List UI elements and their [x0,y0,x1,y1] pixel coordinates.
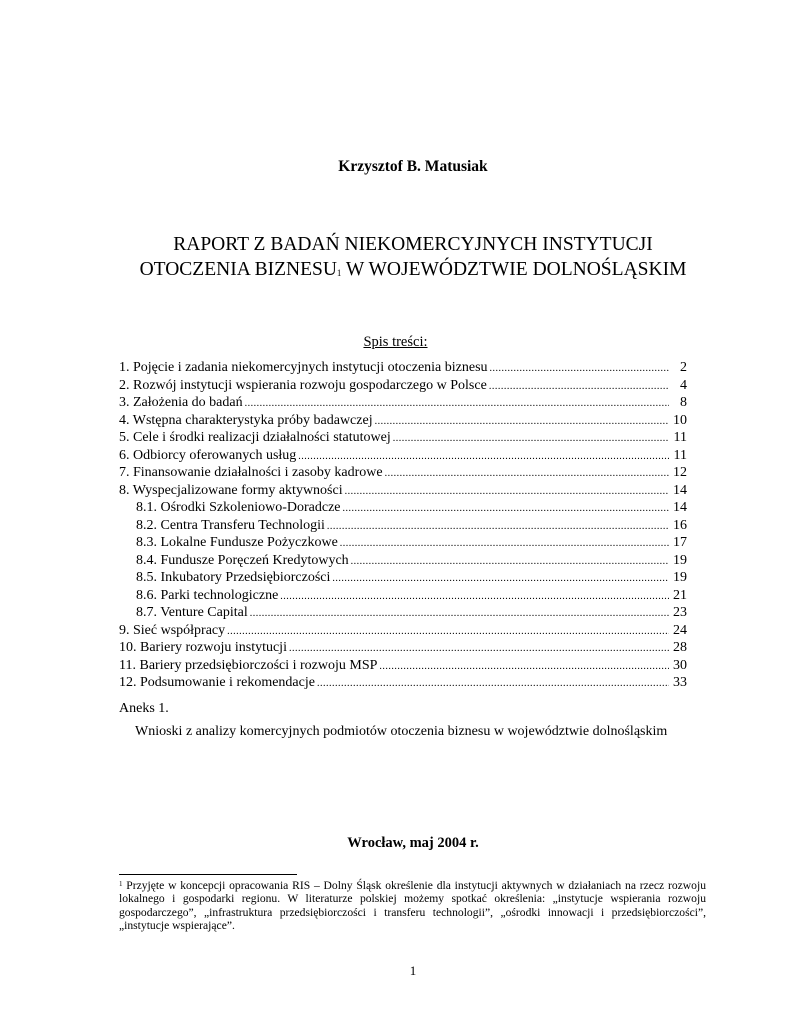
toc-entry-label: 8. Wyspecjalizowane formy aktywności [119,482,343,498]
toc-entry-label: 11. Bariery przedsiębiorczości i rozwoju MSP [119,657,378,673]
toc-dot-leader [385,465,669,482]
toc-entry-page: 8 [680,395,687,410]
toc-entry [119,587,687,605]
toc-dot-leader [340,535,669,552]
toc-entry-page: 21 [673,587,687,603]
toc-entry [119,447,687,465]
toc-dot-leader [245,395,669,412]
toc-entry-label: 8.3. Lokalne Fundusze Pożyczkowe [136,535,338,550]
toc-dot-leader [298,448,669,465]
toc-entry-label: 9. Sieć współpracy [119,622,226,638]
toc-entry-page: 12 [673,465,687,480]
toc-entry-label: 7. Finansowanie działalności i zasoby kadrowe [119,465,383,480]
annex-title: Aneks 1. [119,701,169,716]
toc-entry-page: 14 [673,500,687,515]
page-number: 1 [409,963,417,978]
toc-entry-label: 2. Rozwój instytucji wspierania rozwoju gospodarczego w Polsce [119,377,487,393]
toc-entry-page: 33 [673,675,687,690]
toc-dot-leader [489,378,669,395]
toc-entry-page: 17 [673,535,687,550]
toc-entry-page: 10 [673,412,687,428]
toc-entry-page: 23 [673,605,687,620]
toc-entry-label: 8.2. Centra Transferu Technologii [136,517,325,533]
footnote-text: Przyjęte w koncepcji opracowania RIS – Dolny Śląsk określenie dla instytucji aktywnych w działaniach na rzecz rozwoju lokalnego i gospodarki regionu. W literaturze polskiej możemy spotkać określenia: „instytucje wspierania rozwoju gospodarczego”, „infrastruktura przedsiębiorczości i transferu technologii”, „ośrodki innowacji i przedsiębiorczości”, „instytucje wspierające”. [119,879,706,933]
toc-dot-leader [351,553,669,570]
toc-entry-page: 24 [673,622,687,638]
toc-dot-leader [393,430,669,447]
toc-entry-label: 8.1. Ośrodki Szkoleniowo-Doradcze [136,500,341,515]
toc-entry-label: 8.5. Inkubatory Przedsiębiorczości [136,570,331,585]
toc-entry-page: 30 [673,657,687,673]
toc-entry [119,464,687,482]
toc-entry [119,534,687,552]
toc-dot-leader [345,483,669,500]
toc-entry-label: 10. Bariery rozwoju instytucji [119,640,287,655]
toc-entry [119,429,687,447]
toc-entry [119,569,687,587]
toc-entry [119,377,687,395]
toc-entry [119,394,687,412]
toc-entry-page: 28 [673,640,687,655]
toc-entry-label: 3. Założenia do badań [119,395,243,410]
title-line-2-start: OTOCZENIA BIZNESU [139,259,337,280]
toc-entry-label: 6. Odbiorcy oferowanych usług [119,447,297,463]
toc-dot-leader [490,360,669,377]
toc-dot-leader [289,640,669,657]
toc-entry-label: 5. Cele i środki realizacji działalności statutowej [119,430,391,445]
toc-dot-leader [375,413,669,430]
toc-dot-leader [250,605,669,622]
toc-entry-page: 4 [680,377,687,393]
annex-description: Wnioski z analizy komercyjnych podmiotów otoczenia biznesu w województwie dolnośląskim [135,724,668,739]
toc-entry-label: 8.6. Parki technologiczne [136,587,279,603]
toc-entry-page: 14 [673,482,687,498]
title-footnote-mark: 1 [336,268,342,278]
toc-entry-label: 4. Wstępna charakterystyka próby badawczej [119,412,373,428]
report-title [0,232,791,282]
footnote-mark: 1 [119,880,123,888]
toc-dot-leader [327,518,669,535]
toc-entry-label: 12. Podsumowanie i rekomendacje [119,675,315,690]
toc-entry-label: 8.4. Fundusze Poręczeń Kredytowych [136,552,349,568]
table-of-contents [119,359,687,692]
toc-dot-leader [343,500,669,517]
toc-entry [119,482,687,500]
toc-entry [119,517,687,535]
title-line-2 [0,257,791,282]
toc-entry-page: 11 [673,447,687,463]
toc-heading: Spis treści: [363,334,428,350]
author-name: Krzysztof B. Matusiak [338,158,488,175]
title-line-2-end: W WOJEWÓDZTWIE DOLNOŚLĄSKIM [341,259,687,280]
footnote-separator [119,874,297,875]
toc-dot-leader [332,570,669,587]
toc-entry [119,499,687,517]
toc-entry [119,639,687,657]
toc-entry-label: 1. Pojęcie i zadania niekomercyjnych instytucji otoczenia biznesu [119,360,488,375]
toc-entry [119,412,687,430]
toc-entry-page: 2 [680,360,687,375]
toc-entry [119,552,687,570]
toc-entry-page: 19 [673,570,687,585]
toc-dot-leader [280,588,669,605]
toc-entry [119,604,687,622]
footnote [119,879,706,933]
toc-entry-page: 19 [673,552,687,568]
toc-entry [119,657,687,675]
place-and-date: Wrocław, maj 2004 r. [347,835,479,851]
toc-entry [119,622,687,640]
toc-dot-leader [379,658,669,675]
toc-entry-page: 11 [673,430,687,445]
toc-dot-leader [227,623,669,640]
toc-dot-leader [317,675,669,692]
toc-entry-page: 16 [673,517,687,533]
toc-entry [119,359,687,377]
toc-entry-label: 8.7. Venture Capital [136,605,248,620]
title-line-1: RAPORT Z BADAŃ NIEKOMERCYJNYCH INSTYTUCJI [173,234,653,255]
toc-entry [119,674,687,692]
